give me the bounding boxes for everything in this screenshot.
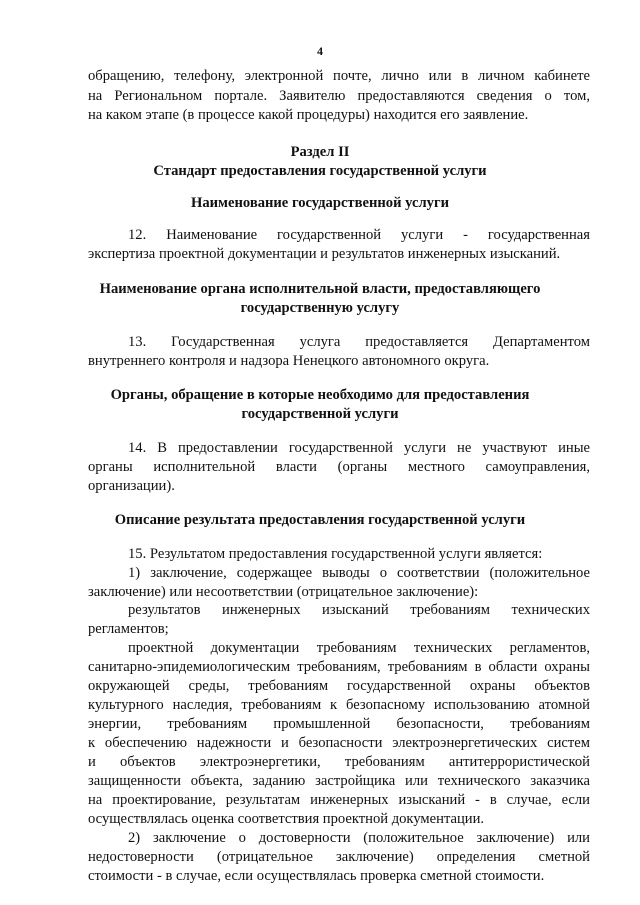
paragraph-15-line: и объектов электроэнергетики, требованиям антитеррористической bbox=[88, 754, 590, 770]
intro-line: на Региональном портале. Заявителю предоставляются сведения о том, bbox=[88, 88, 590, 104]
paragraph-14-line: организации). bbox=[88, 478, 175, 494]
paragraph-15-line: культурного наследия, требованиям к безопасному использованию атомной bbox=[88, 697, 590, 713]
paragraph-15-line: заключение) или несоответствии (отрицательное заключение): bbox=[88, 584, 479, 600]
paragraph-15-line: осуществлялась оценка соответствия проектной документации. bbox=[88, 811, 485, 827]
page-number: 4 bbox=[317, 44, 323, 58]
paragraph-15-line: окружающей среды, требованиям государственной охраны объектов bbox=[88, 678, 590, 694]
paragraph-12-line: 12. Наименование государственной услуги - государственная bbox=[128, 227, 590, 243]
intro-line: обращению, телефону, электронной почте, лично или в личном кабинете bbox=[88, 68, 590, 84]
paragraph-15-line: на проектирование, результатам инженерных изысканий - в случае, если bbox=[88, 792, 590, 808]
paragraph-14-line: органы исполнительной власти (органы местного самоуправления, bbox=[88, 459, 590, 475]
paragraph-13-line: внутреннего контроля и надзора Ненецкого автономного округа. bbox=[88, 353, 490, 369]
section-subtitle: Стандарт предоставления государственной услуги bbox=[153, 163, 487, 179]
heading-result: Описание результата предоставления государственной услуги bbox=[114, 512, 526, 528]
paragraph-15-line: к обеспечению надежности и безопасности электроэнергетических систем bbox=[88, 735, 590, 751]
heading-bodies: Органы, обращение в которые необходимо для предоставления bbox=[110, 387, 530, 403]
paragraph-15-line: 15. Результатом предоставления государственной услуги является: bbox=[128, 546, 543, 562]
paragraph-15-line: регламентов; bbox=[88, 621, 169, 637]
paragraph-15-line: санитарно-эпидемиологическим требованиям, требованиям в области охраны bbox=[88, 659, 590, 675]
paragraph-15-line: 2) заключение о достоверности (положительное заключение) или bbox=[128, 830, 590, 846]
paragraph-15-line: проектной документации требованиям технических регламентов, bbox=[128, 640, 590, 656]
paragraph-15-line: стоимости - в случае, если осуществлялась проверка сметной стоимости. bbox=[88, 868, 545, 884]
heading-authority: Наименование органа исполнительной власти, предоставляющего bbox=[99, 281, 541, 297]
paragraph-13-line: 13. Государственная услуга предоставляется Департаментом bbox=[128, 334, 590, 350]
heading-authority: государственную услугу bbox=[240, 300, 400, 316]
heading-service-name: Наименование государственной услуги bbox=[191, 195, 449, 211]
paragraph-15-line: результатов инженерных изысканий требованиям технических bbox=[128, 602, 590, 618]
intro-line: на каком этапе (в процессе какой процедуры) находится его заявление. bbox=[88, 107, 529, 123]
paragraph-12-line: экспертиза проектной документации и результатов инженерных изысканий. bbox=[88, 246, 561, 262]
paragraph-15-line: защищенности объекта, заданию застройщика или технического заказчика bbox=[88, 773, 590, 789]
paragraph-15-line: энергии, требованиям промышленной безопасности, требованиям bbox=[88, 716, 590, 732]
heading-bodies: государственной услуги bbox=[241, 406, 399, 422]
paragraph-15-line: недостоверности (отрицательное заключение) определения сметной bbox=[88, 849, 590, 865]
paragraph-15-line: 1) заключение, содержащее выводы о соответствии (положительное bbox=[128, 565, 590, 581]
section-title: Раздел II bbox=[290, 144, 350, 160]
paragraph-14-line: 14. В предоставлении государственной услуги не участвуют иные bbox=[128, 440, 590, 456]
